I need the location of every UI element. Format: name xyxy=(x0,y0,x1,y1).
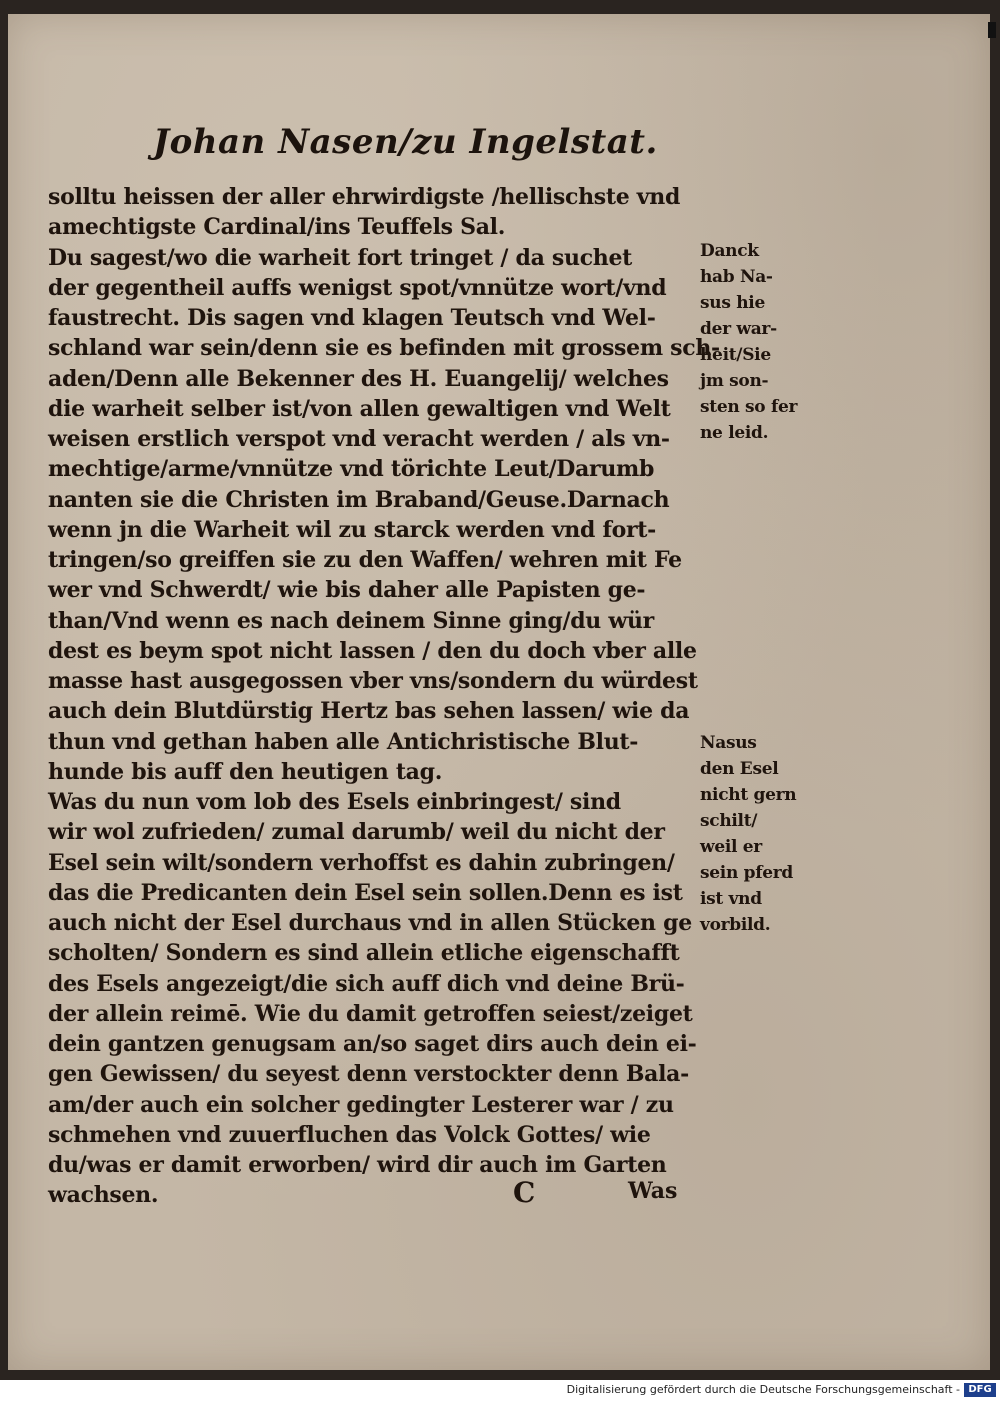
text-line: aden/Denn alle Bekenner des H. Euangelij/ welches xyxy=(48,365,669,392)
margin-note xyxy=(700,238,820,446)
text-line: du/was er damit erworben/ wird dir auch im Garten xyxy=(48,1152,667,1178)
text-line: auch nicht der Esel durchaus vnd in allen Stücken ge xyxy=(48,910,692,936)
margin-note-line: sus hie xyxy=(700,293,765,313)
text-line: wenn jn die Warheit wil zu starck werden vnd fort- xyxy=(48,516,656,543)
text-line: solltu heissen der aller ehrwirdigste /hellischste vnd xyxy=(48,184,681,210)
text-line: Esel sein wilt/sondern verhoffst es dahin zubringen/ xyxy=(48,849,675,876)
text-line: hunde bis auff den heutigen tag. xyxy=(48,758,443,785)
paper-sheet xyxy=(8,14,990,1370)
text-line: Was du nun vom lob des Esels einbringest/ sind xyxy=(48,789,621,815)
text-line: faustrecht. Dis sagen vnd klagen Teutsch vnd Wel- xyxy=(48,305,656,331)
margin-note-line: sten so fer xyxy=(700,397,798,417)
margin-note-line: nicht gern xyxy=(700,785,797,805)
text-line: scholten/ Sondern es sind allein etliche eigenschafft xyxy=(48,940,680,967)
margin-note-line: Nasus xyxy=(700,733,757,753)
margin-note-line: schilt/ xyxy=(700,811,758,831)
footer-bar xyxy=(0,1380,1000,1401)
text-line: wer vnd Schwerdt/ wie bis daher alle Papisten ge- xyxy=(48,577,646,604)
text-line: dest es beym spot nicht lassen / den du doch vber alle xyxy=(48,637,697,664)
text-line: than/Vnd wenn es nach deinem Sinne ging/du wür xyxy=(48,607,654,634)
dfg-logo: DFG xyxy=(964,1383,996,1397)
margin-note-line: vorbild. xyxy=(700,915,771,935)
margin-note-line: Danck xyxy=(700,241,759,261)
margin-note-line: heit/Sie xyxy=(700,345,771,365)
text-line: thun vnd gethan haben alle Antichristische Blut- xyxy=(48,728,639,755)
text-line: nanten sie die Christen im Braband/Geuse.Darnach xyxy=(48,486,670,513)
text-line: tringen/so greiffen sie zu den Waffen/ wehren mit Fe xyxy=(48,547,682,573)
text-line: am/der auch ein solcher gedingter Lesterer war / zu xyxy=(48,1091,674,1118)
text-line: weisen erstlich verspot vnd veracht werden / als vn- xyxy=(48,426,670,452)
text-line: schmehen vnd zuuerfluchen das Volck Gottes/ wie xyxy=(48,1121,651,1148)
funding-credit: Digitalisierung gefördert durch die Deutsche Forschungsgemeinschaft - xyxy=(566,1383,960,1396)
margin-note-line: jm son- xyxy=(700,371,769,391)
text-line: dein gantzen genugsam an/so saget dirs auch dein ei- xyxy=(48,1031,697,1057)
margin-note xyxy=(700,730,820,938)
margin-note-line: ne leid. xyxy=(700,423,769,443)
catchword: Was xyxy=(628,1178,678,1204)
text-line: die warheit selber ist/von allen gewaltigen vnd Welt xyxy=(48,395,671,422)
text-line: schland war sein/denn sie es befinden mit grossem sch- xyxy=(48,335,720,362)
text-line: masse hast ausgegossen vber vns/sondern du würdest xyxy=(48,668,698,694)
margin-note-line: sein pferd xyxy=(700,863,793,883)
body-text xyxy=(48,182,720,1211)
page-edge-mark xyxy=(988,22,996,38)
text-line: mechtige/arme/vnnütze vnd törichte Leut/Darumb xyxy=(48,456,655,483)
margin-note-line: weil er xyxy=(700,837,762,857)
text-line: des Esels angezeigt/die sich auff dich vnd deine Brü- xyxy=(48,970,685,997)
margin-note-line: der war- xyxy=(700,319,777,339)
text-line: auch dein Blutdürstig Hertz bas sehen lassen/ wie da xyxy=(48,698,690,725)
text-line: das die Predicanten dein Esel sein sollen.Denn es ist xyxy=(48,879,683,906)
text-line: der allein reimē. Wie du damit getroffen seiest/zeiget xyxy=(48,1000,693,1027)
text-line: wachsen. xyxy=(48,1182,159,1209)
text-line: der gegentheil auffs wenigst spot/vnnütze wort/vnd xyxy=(48,274,667,301)
text-line: wir wol zufrieden/ zumal darumb/ weil du nicht der xyxy=(48,819,665,846)
margin-note-line: den Esel xyxy=(700,759,779,779)
margin-note-line: ist vnd xyxy=(700,889,762,909)
margin-note-line: hab Na- xyxy=(700,267,773,287)
running-head: Johan Nasen/zu Ingelstat. xyxy=(153,122,658,162)
signature-mark: C xyxy=(513,1176,536,1209)
text-line: Du sagest/wo die warheit fort tringet / da suchet xyxy=(48,244,633,271)
text-line: amechtigste Cardinal/ins Teuffels Sal. xyxy=(48,214,506,241)
text-line: gen Gewissen/ du seyest denn verstockter denn Bala- xyxy=(48,1061,689,1088)
